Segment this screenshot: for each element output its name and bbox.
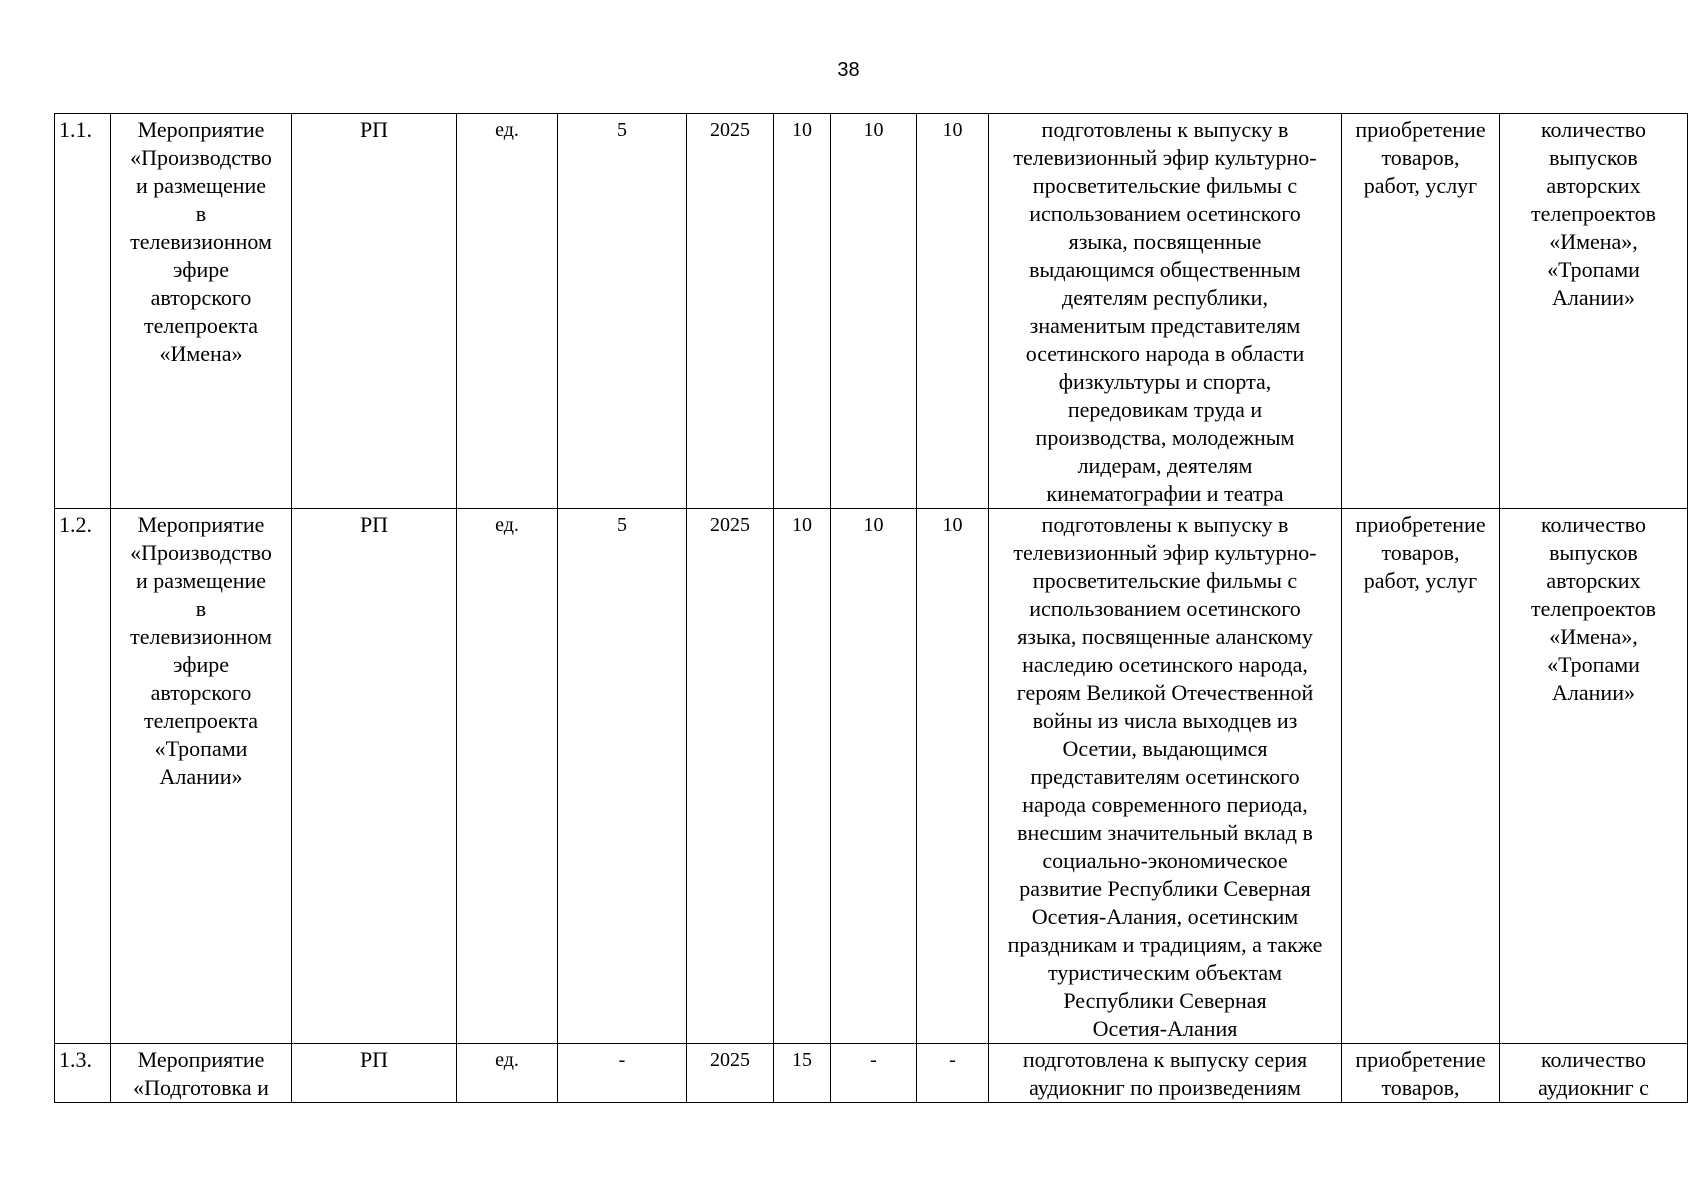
event-type: РП <box>292 114 457 509</box>
unit: ед. <box>457 114 558 509</box>
result-description: подготовлены к выпуску в телевизионный эфир культурно- просветительские фильмы с использованием осетинского языка, посвященные аланскому наследию осетинского народа, героям Великой Отечественной войны из числа выходцев из Осетии, выдающимся представителям осетинского народа современного периода, внесшим значительный вклад в социально-экономическое развитие Республики Северная Осетия-Алания, осетинским праздникам и традициям, а также туристическим объектам Республики Северная Осетия-Алания <box>989 509 1342 1044</box>
mechanism: приобретение товаров, работ, услуг <box>1342 114 1500 509</box>
value-3: 10 <box>917 114 989 509</box>
indicator: количество выпусков авторских телепроектов «Имена», «Тропами Алании» <box>1500 114 1688 509</box>
value-3: - <box>917 1044 989 1103</box>
table-row <box>55 114 1688 509</box>
indicator: количество выпусков авторских телепроектов «Имена», «Тропами Алании» <box>1500 509 1688 1044</box>
result-description: подготовлена к выпуску серия аудиокниг по произведениям <box>989 1044 1342 1103</box>
value-1: 10 <box>774 114 831 509</box>
event-name: Мероприятие «Подготовка и <box>111 1044 292 1103</box>
base-value: - <box>558 1044 687 1103</box>
result-description: подготовлены к выпуску в телевизионный эфир культурно- просветительские фильмы с использованием осетинского языка, посвященные выдающимся общественным деятелям республики, знаменитым представителям осетинского народа в области физкультуры и спорта, передовикам труда и производства, молодежным лидерам, деятелям кинематографии и театра <box>989 114 1342 509</box>
year: 2025 <box>687 1044 774 1103</box>
unit: ед. <box>457 509 558 1044</box>
page-number: 38 <box>837 59 860 81</box>
row-index: 1.1. <box>55 114 111 509</box>
year: 2025 <box>687 509 774 1044</box>
measures-table <box>54 113 1688 1103</box>
value-2: - <box>831 1044 917 1103</box>
mechanism: приобретение товаров, <box>1342 1044 1500 1103</box>
table-row <box>55 509 1688 1044</box>
event-name: Мероприятие «Производство и размещение в телевизионном эфире авторского телепроекта «Имена» <box>111 114 292 509</box>
event-name: Мероприятие «Производство и размещение в телевизионном эфире авторского телепроекта «Тропами Алании» <box>111 509 292 1044</box>
year: 2025 <box>687 114 774 509</box>
base-value: 5 <box>558 114 687 509</box>
event-type: РП <box>292 1044 457 1103</box>
value-3: 10 <box>917 509 989 1044</box>
row-index: 1.2. <box>55 509 111 1044</box>
value-1: 10 <box>774 509 831 1044</box>
row-index: 1.3. <box>55 1044 111 1103</box>
event-type: РП <box>292 509 457 1044</box>
table-row <box>55 1044 1688 1103</box>
unit: ед. <box>457 1044 558 1103</box>
mechanism: приобретение товаров, работ, услуг <box>1342 509 1500 1044</box>
base-value: 5 <box>558 509 687 1044</box>
value-1: 15 <box>774 1044 831 1103</box>
value-2: 10 <box>831 509 917 1044</box>
value-2: 10 <box>831 114 917 509</box>
indicator: количество аудиокниг с <box>1500 1044 1688 1103</box>
